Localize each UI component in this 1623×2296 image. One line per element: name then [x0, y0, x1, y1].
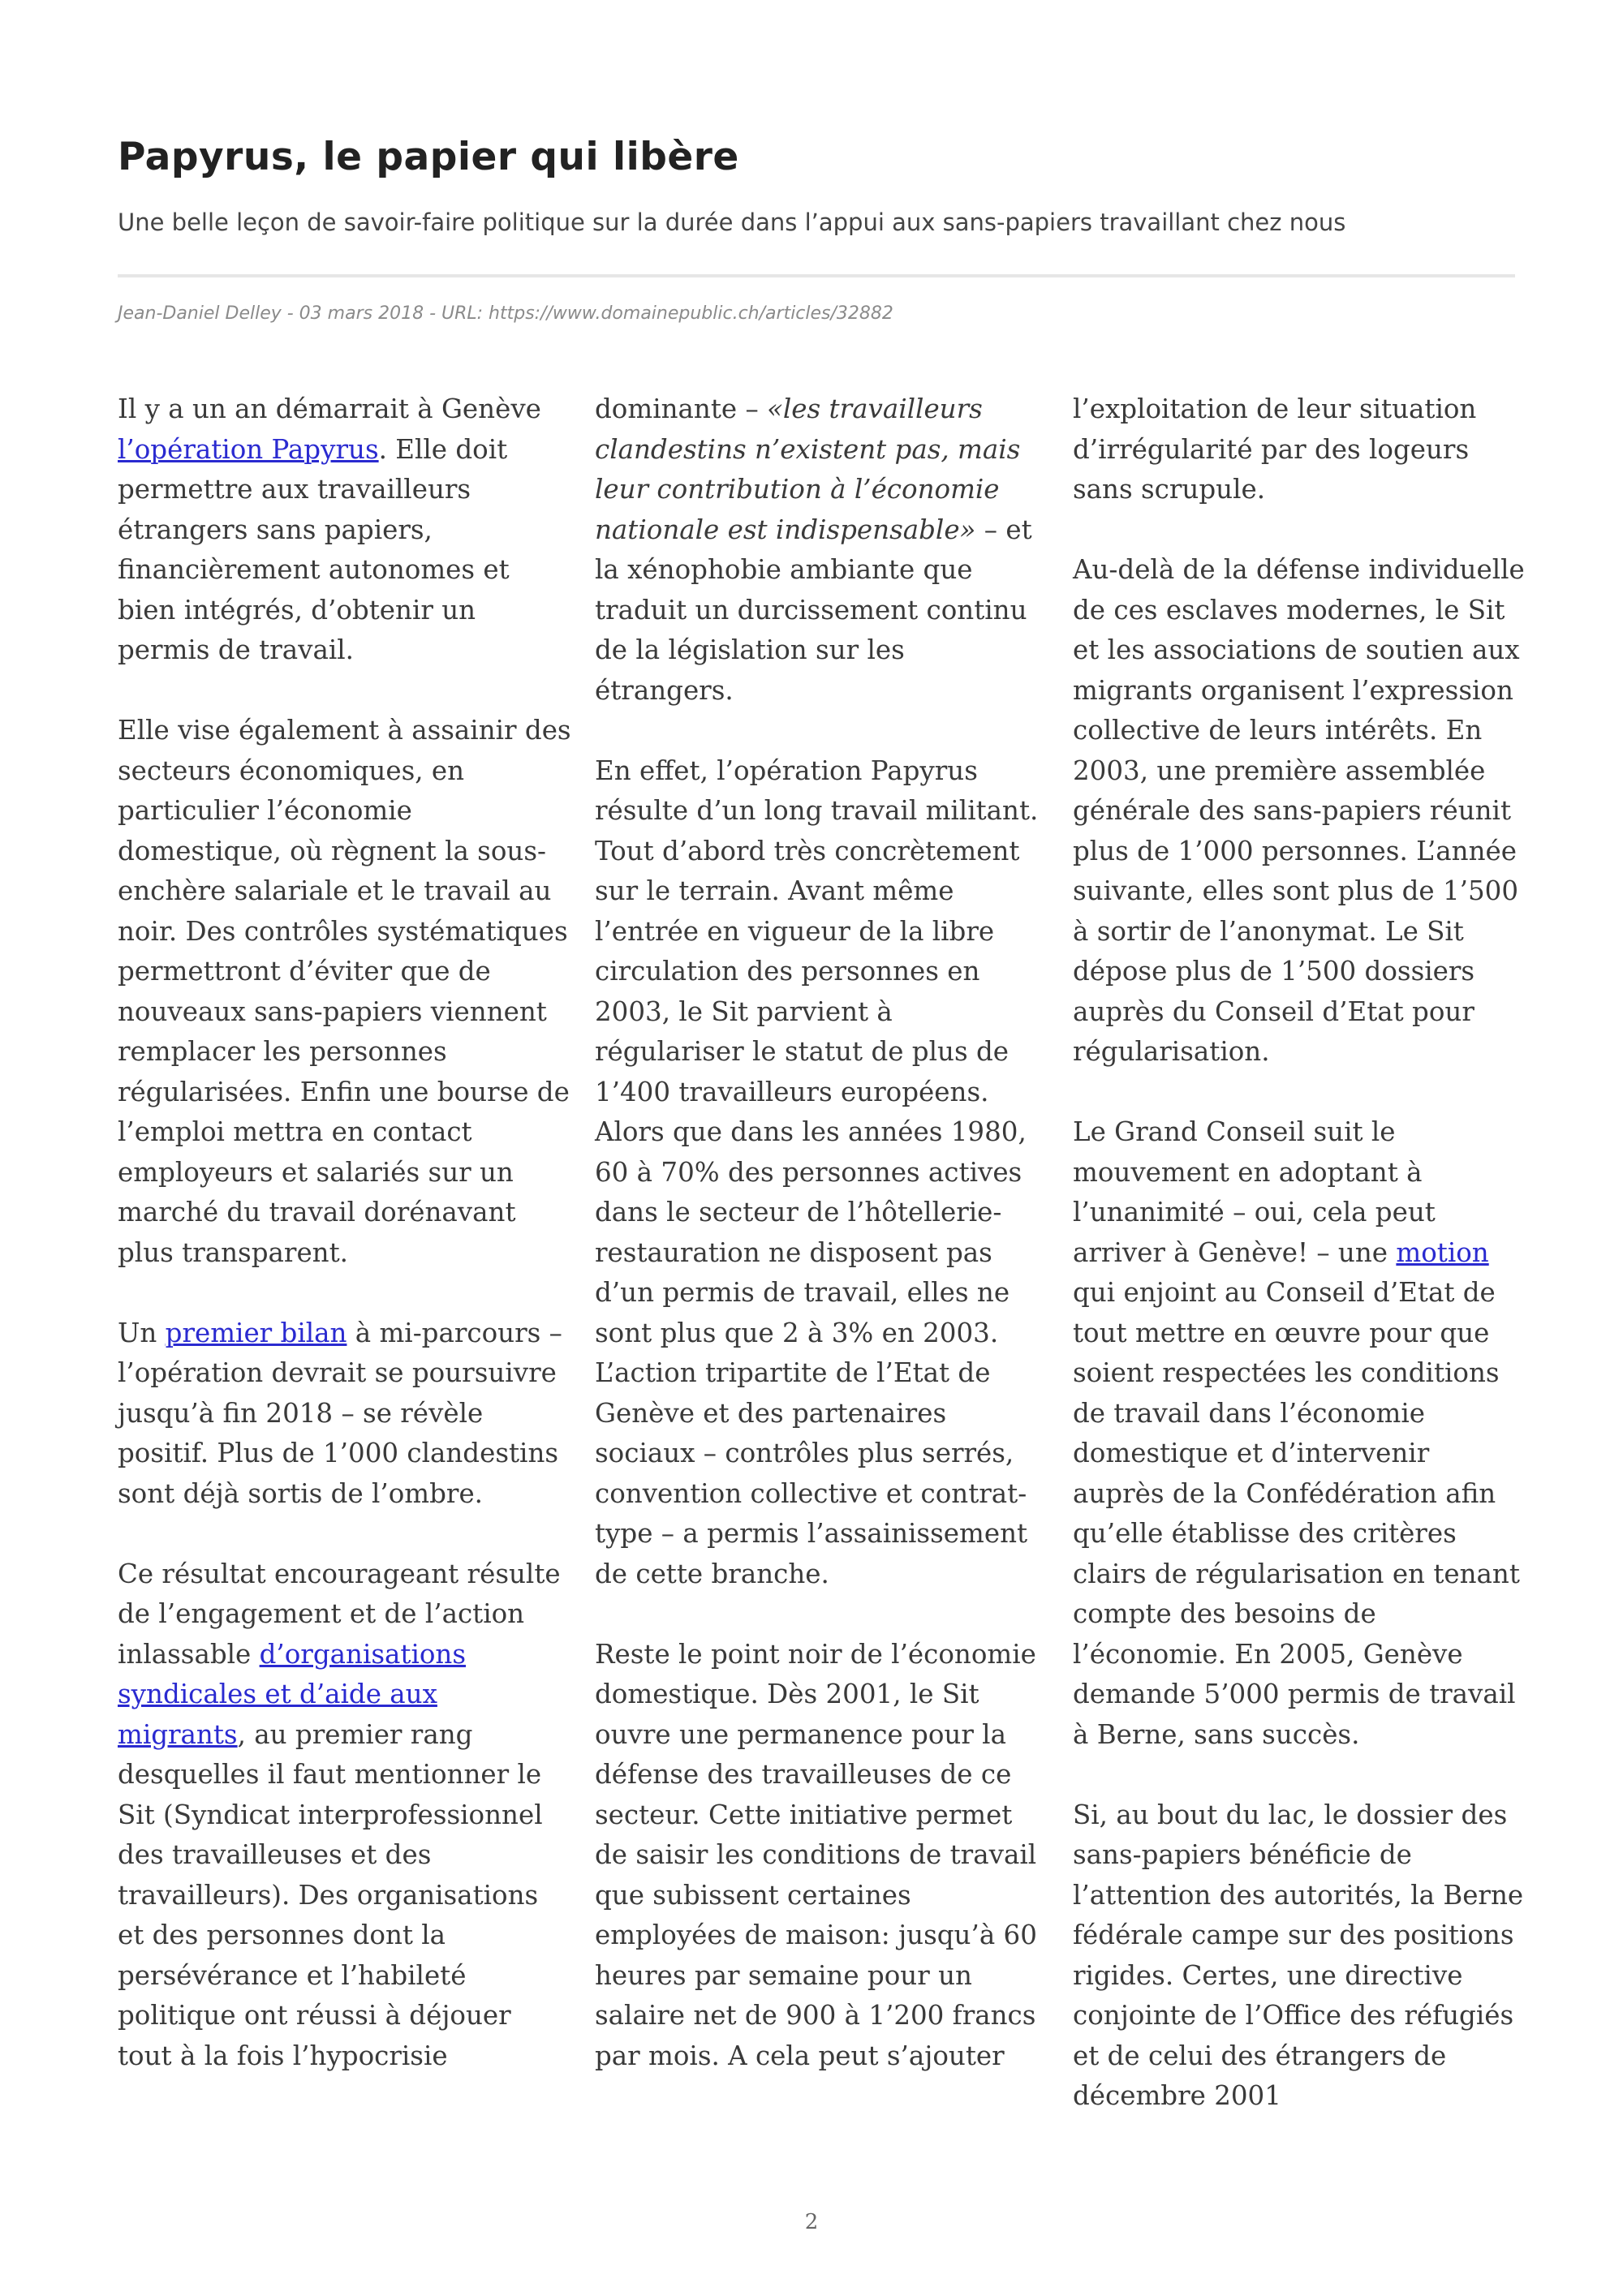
article-title: Papyrus, le papier qui libère [118, 135, 739, 179]
paragraph-8: Le Grand Conseil suit le mouvement en adoptant à l’unanimité – oui, cela peut arriver à Genève! – une motion qui enjoint au Conseil d’Etat de tout mettre en œuvre pour que soient respectées les conditions de travail dans l’économie domestique et d’intervenir auprès de la Confédération afin qu’elle établisse des critères clairs de régularisation en tenant compte des besoins de l’économie. En 2005, Genève demande 5’000 permis de travail à Berne, sans succès. [1073, 1116, 1520, 1750]
text-column-2 [595, 389, 1049, 2182]
paragraph-6-start: Reste le point noir de l’économie domestique. Dès 2001, le Sit ouvre une permanence pour la défense des travailleuses de ce secteur. Cette initiative permet de saisir les conditions de travail que subissent certaines employées de maison: jusqu’à 60 heures par semaine pour un salaire net de 900 à 1’200 francs par mois. A cela peut s’ajouter [595, 1638, 1037, 2071]
paragraph-5: En effet, l’opération Papyrus résulte d’un long travail militant. Tout d’abord très concrètement sur le terrain. Avant même l’entrée en vigueur de la libre circulation des personnes en 2003, le Sit parvient à régulariser le statut de plus de 1’400 travailleurs européens. Alors que dans les années 1980, 60 à 70% des personnes actives dans le secteur de l’hôtellerie-restauration ne disposent pas d’un permis de travail, elles ne sont plus que 2 à 3% en 2003. L’action tripartite de l’Etat de Genève et des partenaires sociaux – contrôles plus serrés, convention collective et contrat-type – a permis l’assainissement de cette branche. [595, 755, 1039, 1589]
article-meta: Jean-Daniel Delley - 03 mars 2018 - URL: https://www.domainepublic.ch/articles/32882 [118, 303, 893, 324]
paragraph-4-start: Ce résultat encourageant résulte de l’engagement et de l’action inlassable d’organisations syndicales et d’aide aux migrants, au premier rang desquelles il faut mentionner le Sit (Syndicat interprofessionnel des travailleuses et des travailleurs). Des organisations et des personnes dont la persévérance et l’habileté politique ont réussi à déjouer tout à la fois l’hypocrisie [118, 1558, 561, 2071]
p4-part-b: , au premier rang desquelles il faut mentionner le Sit (Syndicat interprofessionnel des travailleuses et des travailleurs). Des organisations et des personnes dont la persévérance et l’habileté politique ont réussi à déjouer tout à la fois l’hypocrisie [118, 1718, 543, 2071]
paragraph-2: Elle vise également à assainir des secteurs économiques, en particulier l’économie domestique, où règnent la sous-enchère salariale et le travail au noir. Des contrôles systématiques permettront d’éviter que de nouveaux sans-papiers viennent remplacer les personnes régularisées. Enfin une bourse de l’emploi mettra en contact employeurs et salariés sur un marché du travail dorénavant plus transparent. [118, 715, 571, 1268]
paragraph-1: Il y a un an démarrait à Genève l’opération Papyrus. Elle doit permettre aux travailleurs étrangers sans papiers, financièrement autonomes et bien intégrés, d’obtenir un permis de travail. [118, 393, 541, 665]
paragraph-3: Un premier bilan à mi-parcours – l’opération devrait se poursuivre jusqu’à fin 2018 – se révèle positif. Plus de 1’000 clandestins sont déjà sortis de l’ombre. [118, 1317, 562, 1509]
paragraph-6-continued: l’exploitation de leur situation d’irrégularité par des logeurs sans scrupule. [1073, 393, 1477, 505]
link-operation-papyrus[interactable]: l’opération Papyrus [118, 433, 379, 465]
paragraph-4-continued: dominante – «les travailleurs clandestins n’existent pas, mais leur contribution à l’économie nationale est indispensable» – et la xénophobie ambiante que traduit un durcissement continu de la législation sur les étrangers. [595, 393, 1032, 706]
text-column-1 [118, 389, 572, 2182]
paragraph-7: Au-delà de la défense individuelle de ces esclaves modernes, le Sit et les associations de soutien aux migrants organisent l’expression collective de leurs intérêts. En 2003, une première assemblée générale des sans-papiers réunit plus de 1’000 personnes. L’année suivante, elles sont plus de 1’500 à sortir de l’anonymat. Le Sit dépose plus de 1’500 dossiers auprès du Conseil d’Etat pour régularisation. [1073, 554, 1525, 1067]
page-number: 2 [804, 2210, 819, 2234]
text-column-3 [1073, 389, 1527, 2182]
header-divider [118, 274, 1515, 277]
link-premier-bilan[interactable]: premier bilan [165, 1317, 347, 1348]
paragraph-9: Si, au bout du lac, le dossier des sans-papiers bénéficie de l’attention des autorités, la Berne fédérale campe sur des positions rigides. Certes, une directive conjointe de l’Office des réfugiés et de celui des étrangers de décembre 2001 [1073, 1799, 1524, 2111]
article-subtitle: Une belle leçon de savoir-faire politique sur la durée dans l’appui aux sans-papiers travaillant chez nous [118, 209, 1346, 236]
link-organisations-syndicales[interactable]: d’organisations syndicales et d’aide aux migrants [118, 1638, 467, 1750]
quote: «les travailleurs clandestins n’existent pas, mais leur contribution à l’économie nationale est indispensable» [595, 393, 1021, 545]
link-motion[interactable]: motion [1396, 1236, 1489, 1268]
